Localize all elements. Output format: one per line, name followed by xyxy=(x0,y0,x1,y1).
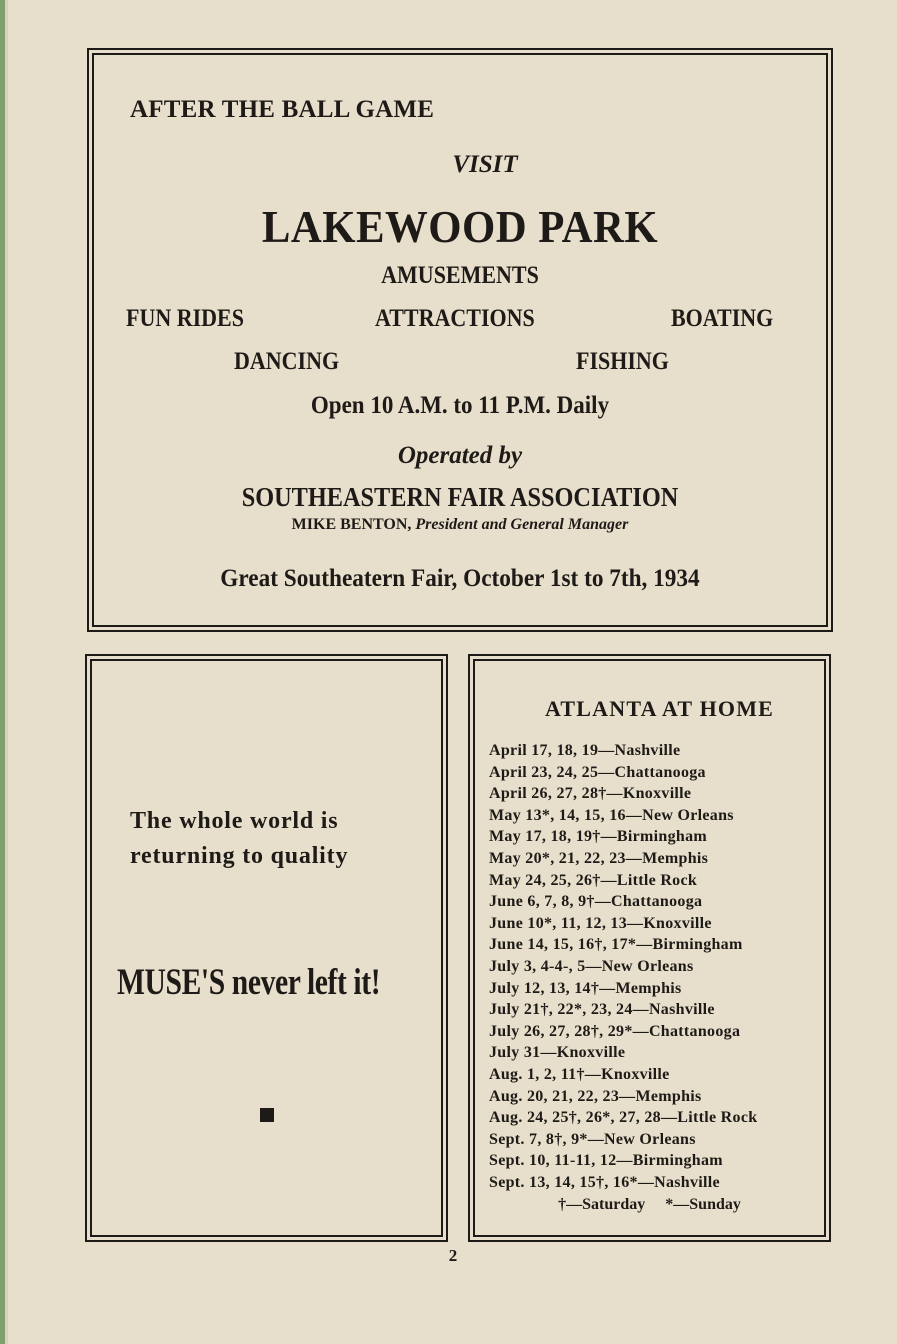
schedule-entry: May 24, 25, 26†—Little Rock xyxy=(489,871,698,889)
operated-by-label: Operated by xyxy=(397,442,523,469)
lakewood-park-ad xyxy=(87,48,833,632)
operator-name: SOUTHEASTERN FAIR ASSOCIATION xyxy=(241,482,679,512)
muse-slogan xyxy=(130,804,400,874)
feature-fishing: FISHING xyxy=(576,348,669,375)
schedule-entry: July 12, 13, 14†—Memphis xyxy=(489,979,682,997)
square-bullet-icon xyxy=(260,1108,274,1122)
schedule-entry: Sept. 10, 11-11, 12—Birmingham xyxy=(489,1152,723,1170)
muses-ad xyxy=(85,654,448,1242)
ad-kicker: AFTER THE BALL GAME xyxy=(130,96,435,123)
home-schedule xyxy=(468,654,831,1242)
page-edge-shadow xyxy=(5,0,8,1344)
schedule-list xyxy=(489,740,757,1193)
ad-category: AMUSEMENTS xyxy=(381,262,539,289)
schedule-entry: Aug. 20, 21, 22, 23—Memphis xyxy=(489,1087,702,1105)
feature-boating: BOATING xyxy=(671,305,774,332)
feature-dancing: DANCING xyxy=(234,348,340,375)
feature-attractions: ATTRACTIONS xyxy=(375,305,535,332)
legend-sunday: *—Sunday xyxy=(665,1196,741,1213)
schedule-entry: Aug. 1, 2, 11†—Knoxville xyxy=(489,1065,670,1083)
schedule-legend xyxy=(470,1196,829,1214)
schedule-entry: Aug. 24, 25†, 26*, 27, 28—Little Rock xyxy=(489,1109,758,1127)
schedule-entry: July 31—Knoxville xyxy=(489,1044,626,1062)
schedule-entry: Sept. 7, 8†, 9*—New Orleans xyxy=(489,1130,696,1148)
president-name: MIKE BENTON, xyxy=(291,516,412,533)
president-credit xyxy=(89,516,831,534)
slogan-line-1: The whole world is xyxy=(130,808,339,834)
schedule-entry: April 17, 18, 19—Nashville xyxy=(489,742,681,759)
schedule-entry: June 6, 7, 8, 9†—Chattanooga xyxy=(489,893,703,911)
legend-saturday: †—Saturday xyxy=(558,1196,646,1213)
opening-hours: Open 10 A.M. to 11 P.M. Daily xyxy=(310,392,610,419)
feature-fun-rides: FUN RIDES xyxy=(126,305,244,332)
page-number: 2 xyxy=(448,1246,458,1265)
schedule-entry: July 3, 4-4-, 5—New Orleans xyxy=(489,957,694,975)
schedule-entry: July 26, 27, 28†, 29*—Chattanooga xyxy=(489,1022,741,1040)
schedule-entry: July 21†, 22*, 23, 24—Nashville xyxy=(489,1001,715,1019)
muse-tagline: MUSE'S never left it! xyxy=(117,962,381,1003)
schedule-entry: June 10*, 11, 12, 13—Knoxville xyxy=(489,914,712,932)
fair-dates: Great Southeatern Fair, October 1st to 7th, 1934 xyxy=(220,565,700,592)
slogan-line-2: returning to quality xyxy=(130,843,349,869)
park-name: LAKEWOOD PARK xyxy=(261,201,659,252)
schedule-entry: May 13*, 14, 15, 16—New Orleans xyxy=(489,806,734,824)
schedule-entry: April 26, 27, 28†—Knoxville xyxy=(489,785,692,803)
president-role: President and General Manager xyxy=(415,516,629,533)
ad-visit: VISIT xyxy=(452,151,518,178)
schedule-title: ATLANTA AT HOME xyxy=(544,696,775,721)
schedule-entry: May 17, 18, 19†—Birmingham xyxy=(489,828,708,846)
schedule-entry: Sept. 13, 14, 15†, 16*—Nashville xyxy=(489,1173,720,1191)
schedule-entry: May 20*, 21, 22, 23—Memphis xyxy=(489,849,709,867)
schedule-entry: April 23, 24, 25—Chattanooga xyxy=(489,763,706,781)
schedule-entry: June 14, 15, 16†, 17*—Birmingham xyxy=(489,936,743,954)
